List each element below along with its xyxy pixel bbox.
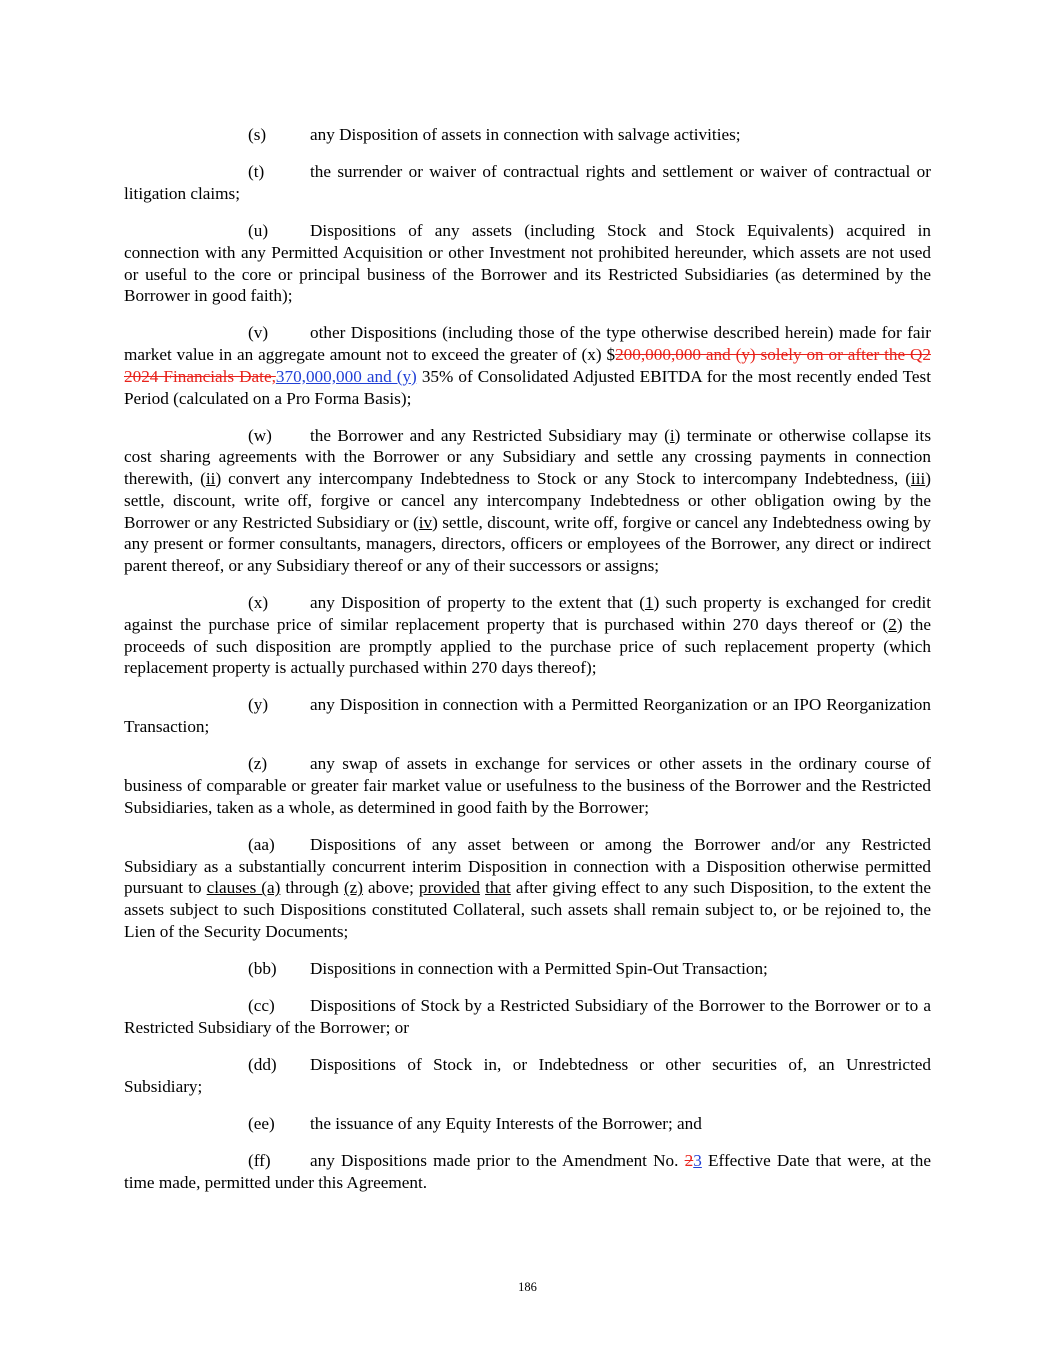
clause-label: (aa)	[248, 834, 275, 854]
clause-text: ) such property is exchanged for credit against the purchase price of similar replacement property that is purchased within 270 days thereof or (	[124, 593, 931, 634]
clause-label: (z)	[248, 754, 268, 774]
clause-label: (s)	[248, 125, 267, 144]
clause-label: (w)	[248, 425, 272, 445]
clause-s	[124, 124, 931, 146]
item-marker: iv	[418, 512, 433, 532]
clause-label: (ee)	[248, 1114, 275, 1134]
clause-text: any Dispositions made prior to the Amendment No.	[310, 1151, 685, 1171]
clause-label: (dd)	[248, 1055, 277, 1075]
clause-text: any Disposition of assets in connection with salvage activities;	[310, 125, 741, 144]
clause-text: Dispositions of Stock by a Restricted Subsidiary of the Borrower to the Borrower or to a Restricted Subsidiary of the Borrower; or	[124, 996, 931, 1037]
page-number: 186	[518, 1280, 537, 1294]
clause-text: above;	[363, 878, 419, 898]
clause-text: any swap of assets in exchange for services or other assets in the ordinary course of business of comparable or greater fair market value or usefulness to the business of the Borrower and the Restricted Subsidiaries, taken as a whole, as determined in good faith by the Borrower;	[124, 754, 931, 817]
clause-ee	[124, 1113, 931, 1135]
clause-aa	[124, 834, 931, 943]
clause-y	[124, 694, 931, 737]
clause-label: (v)	[248, 323, 269, 343]
clause-text: ) the proceeds of such disposition are promptly applied to the purchase price of such replacement property (which replacement property is actually purchased within 270 days thereof);	[124, 614, 931, 678]
clause-v	[124, 322, 931, 409]
clause-text: Dispositions in connection with a Permitted Spin-Out Transaction;	[310, 959, 768, 978]
clause-text: ) settle, discount, write off, forgive or cancel any intercompany Indebtedness or other obligation owing by the Borrower or any Restricted Subsidiary or (	[124, 469, 931, 532]
clause-label: (ff)	[248, 1151, 271, 1171]
clause-dd	[124, 1054, 931, 1097]
clause-text: Effective Date that were, at the time made, permitted under this Agreement.	[124, 1151, 931, 1192]
clause-text: the surrender or waiver of contractual rights and settlement or waiver of contractual or litigation claims;	[124, 162, 931, 203]
clause-text: the Borrower and any Restricted Subsidiary may (	[310, 425, 670, 445]
item-marker: 1	[644, 593, 654, 613]
clause-label: (y)	[248, 695, 269, 715]
clause-text: any Disposition of property to the extent that (	[310, 593, 645, 613]
clause-t	[124, 161, 931, 204]
provided-term: provided	[418, 878, 481, 898]
clause-label: (u)	[248, 221, 269, 241]
inserted-text: 3	[693, 1151, 702, 1171]
document-page	[124, 124, 931, 1209]
item-marker: iii	[910, 469, 926, 489]
item-marker: ii	[205, 469, 216, 489]
clause-x	[124, 592, 931, 679]
item-marker: 2	[888, 614, 897, 634]
clause-text: the issuance of any Equity Interests of the Borrower; and	[310, 1114, 702, 1134]
clause-cc	[124, 995, 931, 1038]
clause-text: through	[280, 878, 344, 898]
clause-reference: (z)	[343, 878, 364, 898]
clause-z	[124, 753, 931, 818]
clause-text: any Disposition in connection with a Permitted Reorganization or an IPO Reorganization Transaction;	[124, 695, 931, 737]
clause-reference: clauses (a)	[206, 878, 281, 898]
clause-text: ) terminate or otherwise collapse its cost sharing agreements with the Borrower or any Subsidiary and settle any crossing payments in connection therewith, (	[124, 425, 932, 489]
clause-text: 35% of Consolidated Adjusted EBITDA for the most recently ended Test Period (calculated on a Pro Forma Basis);	[124, 366, 931, 408]
deleted-text: 2	[684, 1151, 694, 1171]
that-term: that	[485, 878, 511, 898]
clause-bb	[124, 958, 931, 980]
clause-text: Dispositions of any assets (including Stock and Stock Equivalents) acquired in connection with any Permitted Acquisition or other Investment not prohibited hereunder, which assets are not used or useful to the core or principal business of the Borrower and its Restricted Subsidiaries (as determined by the Borrower in good faith);	[124, 221, 931, 306]
deleted-text: 200,000,000 and (y) solely on or after the Q2 2024 Financials Date,	[124, 345, 931, 386]
clause-text: ) settle, discount, write off, forgive or cancel any Indebtedness owing by any present or former consultants, managers, directors, officers or employees of the Borrower, any direct or indirect parent thereof, or any Subsidiary thereof or any of their successors or assigns;	[124, 512, 932, 575]
clause-u	[124, 220, 931, 307]
clause-text: after giving effect to any such Disposition, to the extent the assets subject to such Dispositions constituted Collateral, such assets shall remain subject to, or be rejoined to, the Lien of the Security Documents;	[124, 878, 932, 941]
clause-w	[124, 425, 931, 577]
clause-ff	[124, 1150, 931, 1193]
clause-text: Dispositions of Stock in, or Indebtedness or other securities of, an Unrestricted Subsidiary;	[124, 1055, 931, 1096]
clause-label: (t)	[248, 162, 265, 182]
clause-label: (x)	[248, 593, 269, 613]
clause-text: other Dispositions (including those of the type otherwise described herein) made for fair market value in an aggregate amount not to exceed the greater of (x) $	[124, 323, 931, 365]
item-marker: i	[669, 425, 675, 445]
clause-text: Dispositions of any asset between or among the Borrower and/or any Restricted Subsidiary as a substantially concurrent interim Disposition in connection with a Disposition otherwise permitted pursuant to	[124, 834, 931, 898]
clause-label: (bb)	[248, 959, 277, 978]
inserted-text: 370,000,000 and (y)	[275, 366, 417, 386]
clause-label: (cc)	[248, 996, 275, 1016]
clause-text: ) convert any intercompany Indebtedness to Stock or any Stock to intercompany Indebtedness, (	[215, 469, 911, 489]
